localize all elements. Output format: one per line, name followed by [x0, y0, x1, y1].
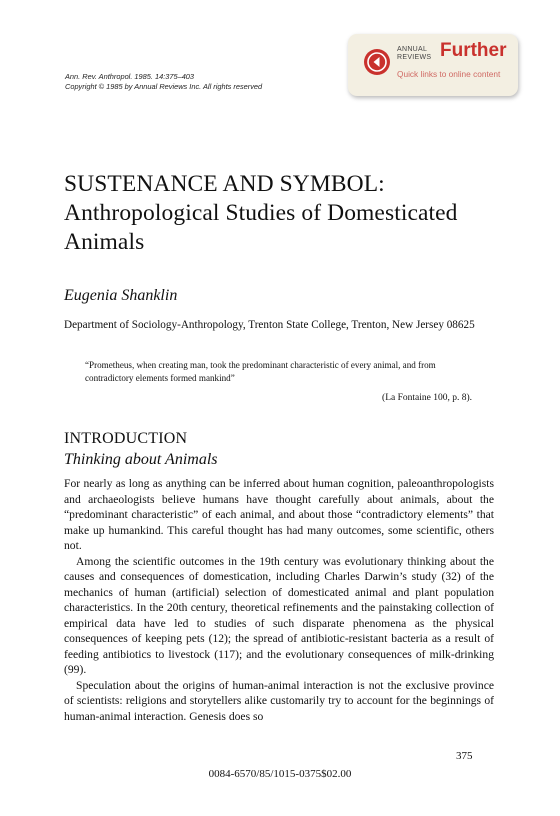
price-code: 0084-6570/85/1015-0375$02.00 [208, 768, 352, 780]
title-line-2: Anthropological Studies of Domesticated [64, 200, 458, 226]
section-heading: INTRODUCTION [64, 430, 188, 447]
further-banner[interactable] [348, 34, 518, 96]
article-title [64, 170, 524, 257]
author-affiliation: Department of Sociology-Anthropology, Trenton State College, Trenton, New Jersey 08625 [64, 319, 475, 331]
epigraph-attribution: (La Fontaine 100, p. 8). [382, 393, 472, 403]
author-name: Eugenia Shanklin [64, 287, 178, 304]
copyright-notice: Copyright © 1985 by Annual Reviews Inc. All rights reserved [65, 82, 263, 91]
body-paragraph: For nearly as long as anything can be inferred about human cognition, paleoanthropologists and archaeologists believe humans have thought carefully about animals, about the “predominant characteristic” of each animal, and about those “contradictory elements” that make up humankind. This careful thought has had many outcomes, some scientific, others not. [64, 477, 494, 552]
page-number: 375 [456, 750, 473, 762]
annual-reviews-logo-icon [363, 48, 391, 76]
body-paragraph: Speculation about the origins of human-animal interaction is not the exclusive province of scientists: religions and storytellers alike customarily try to account for the beginnings of human-animal interaction. Genesis does so [64, 678, 494, 723]
article-body [64, 476, 494, 724]
subsection-heading: Thinking about Animals [64, 451, 218, 468]
journal-citation-block [65, 72, 262, 92]
epigraph-quote: “Prometheus, when creating man, took the predominant characteristic of every animal, and from contradictory elements formed mankind” [85, 360, 436, 383]
banner-reviews: REVIEWS [397, 53, 432, 61]
title-line-1: SUSTENANCE AND SYMBOL: [64, 171, 385, 197]
banner-further-label: Further [440, 40, 507, 61]
banner-publisher-name [397, 46, 431, 61]
journal-citation: Ann. Rev. Anthropol. 1985. 14:375–403 [65, 72, 195, 81]
banner-annual: ANNUAL [397, 46, 428, 53]
banner-tagline: Quick links to online content [397, 69, 501, 79]
body-paragraph: Among the scientific outcomes in the 19th century was evolutionary thinking about the causes and consequences of domestication, including Charles Darwin’s study (32) of the mechanics of human (artificial) selection of domesticated animal and plant population characteristics. In the 20th century, theoretical refinements and the painstaking collection of empirical data have led to studies of such disparate phenomena as the physical consequences of keeping pets (12); the spread of antibiotic-resistant bacteria as a result of feeding antibiotics to livestock (117); and the evolutionary consequences of milk-drinking (99). [64, 554, 494, 676]
title-line-3: Animals [64, 229, 145, 255]
